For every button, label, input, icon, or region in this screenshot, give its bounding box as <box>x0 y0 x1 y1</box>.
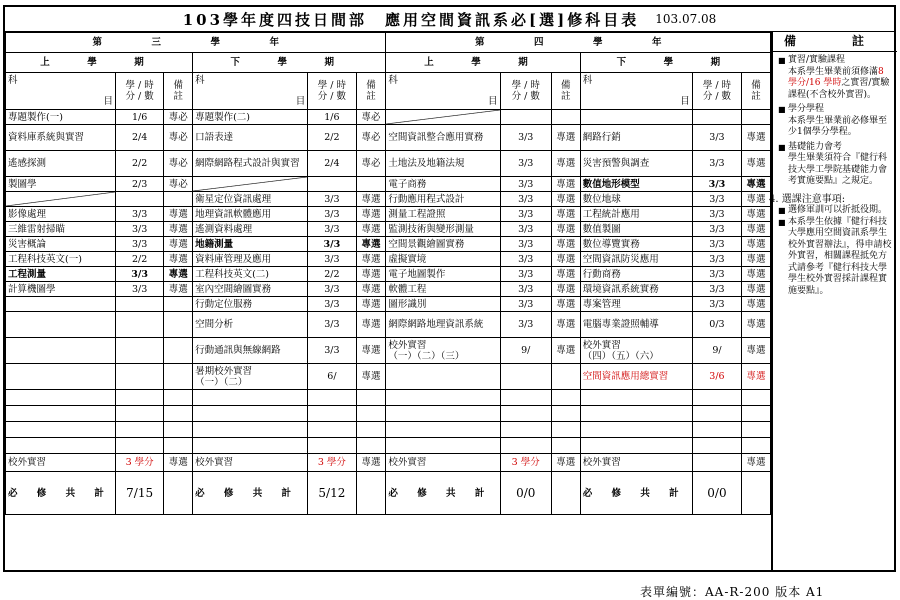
course-type: 專選 <box>164 282 193 297</box>
subject-column-header: 科 目 <box>6 73 116 110</box>
course-name <box>580 110 692 125</box>
course-name: 空間資訊整合應用實務 <box>386 125 500 151</box>
course-type: 專選 <box>742 192 771 207</box>
course-type: 專選 <box>356 297 386 312</box>
course-type: 專選 <box>356 364 386 390</box>
course-name: 網路行銷 <box>580 125 692 151</box>
course-name: 環境資訊系統實務 <box>580 282 692 297</box>
course-credits: 2/2 <box>308 267 356 282</box>
course-name: 空間資訊防災應用 <box>580 252 692 267</box>
table-row <box>6 207 771 222</box>
total-label: 必 修 共 計 <box>193 472 308 515</box>
course-type: 專選 <box>551 252 580 267</box>
total-value: 7/15 <box>116 472 164 515</box>
table-row <box>6 364 771 390</box>
course-name: 專題製作(二) <box>193 110 308 125</box>
course-name: 專案管理 <box>580 297 692 312</box>
remarks-notes <box>769 52 897 297</box>
practicum-name: 校外實習 <box>580 454 692 472</box>
course-credits <box>116 297 164 312</box>
course-credits: 3/3 <box>500 222 551 237</box>
course-credits: 3/6 <box>692 364 741 390</box>
course-type <box>551 364 580 390</box>
totals-row <box>6 472 771 515</box>
course-credits: 3/3 <box>692 151 741 177</box>
course-credits: 3/3 <box>308 237 356 252</box>
note-4-item-b: ■ 本系學生依據『健行科技大學應用空間資訊系學生校外實習辦法』，得申請校外實習，相關課程抵免方式請參考『健行科技大學學生校外實習採計課程實施要點』。 <box>778 217 894 298</box>
course-name: 軟體工程 <box>386 282 500 297</box>
total-label: 必 修 共 計 <box>386 472 500 515</box>
course-type: 專選 <box>356 338 386 364</box>
course-type: 專選 <box>742 312 771 338</box>
course-name: 電子地圖製作 <box>386 267 500 282</box>
subject-column-header: 科 目 <box>193 73 308 110</box>
course-name: 空間資訊應用總實習 <box>580 364 692 390</box>
type-column-header: 備 註 <box>742 73 771 110</box>
course-type: 專選 <box>742 282 771 297</box>
course-credits: 3/3 <box>308 338 356 364</box>
total-value: 5/12 <box>308 472 356 515</box>
course-name: 數值製圖 <box>580 222 692 237</box>
credits-column-header: 學 / 時 分 / 數 <box>308 73 356 110</box>
course-name <box>6 297 116 312</box>
course-name: 工程科技英文(一) <box>6 252 116 267</box>
course-name: 暑期校外實習 （一）（二） <box>193 364 308 390</box>
course-name: 三維雷射掃瞄 <box>6 222 116 237</box>
title-text: 103學年度四技日間部 應用空間資訊系必[選]修科目表 <box>182 10 640 29</box>
course-name: 災害預警與調查 <box>580 151 692 177</box>
course-name <box>386 364 500 390</box>
course-type: 專選 <box>551 267 580 282</box>
course-name: 行動通訊與無線網路 <box>193 338 308 364</box>
practicum-type: 專選 <box>551 454 580 472</box>
course-type: 專選 <box>742 207 771 222</box>
subject-column-header: 科 目 <box>386 73 500 110</box>
course-name: 行動定位服務 <box>193 297 308 312</box>
course-credits: 3/3 <box>116 207 164 222</box>
course-type: 專必 <box>356 125 386 151</box>
course-credits: 3/3 <box>692 192 741 207</box>
course-type: 專必 <box>164 151 193 177</box>
course-name: 校外實習 （一）（二）（三） <box>386 338 500 364</box>
course-credits: 3/3 <box>500 177 551 192</box>
credits-column-header: 學 / 時 分 / 數 <box>692 73 741 110</box>
document-title <box>3 5 896 32</box>
course-type: 專選 <box>356 207 386 222</box>
course-name: 網際網路程式設計與實習 <box>193 151 308 177</box>
course-type: 專選 <box>164 222 193 237</box>
table-row <box>6 252 771 267</box>
semester-header: 下 學 期 <box>193 53 386 73</box>
practicum-name: 校外實習 <box>386 454 500 472</box>
subject-column-header: 科 目 <box>580 73 692 110</box>
type-column-header: 備 註 <box>164 73 193 110</box>
course-type <box>164 338 193 364</box>
table-frame <box>3 32 896 572</box>
course-type: 專必 <box>356 151 386 177</box>
course-name: 網際網路地理資訊系統 <box>386 312 500 338</box>
course-type: 專選 <box>742 297 771 312</box>
course-type: 專選 <box>356 192 386 207</box>
course-credits: 2/4 <box>308 151 356 177</box>
course-credits: 3/3 <box>308 222 356 237</box>
table-row <box>6 267 771 282</box>
course-type: 專選 <box>742 364 771 390</box>
table-row <box>6 110 771 125</box>
course-type: 專選 <box>742 267 771 282</box>
credits-column-header: 學 / 時 分 / 數 <box>500 73 551 110</box>
practicum-credits <box>692 454 741 472</box>
course-type: 專選 <box>742 222 771 237</box>
course-name: 數位導覽實務 <box>580 237 692 252</box>
note-1-title: ■ 實習/實驗課程 <box>778 55 894 67</box>
course-credits: 3/3 <box>500 312 551 338</box>
empty-cell <box>386 110 500 125</box>
course-name: 數位地球 <box>580 192 692 207</box>
course-type: 專選 <box>551 237 580 252</box>
course-credits: 2/2 <box>308 125 356 151</box>
course-credits: 3/3 <box>308 297 356 312</box>
semester-header: 下 學 期 <box>580 53 770 73</box>
course-name <box>6 364 116 390</box>
course-credits: 9/ <box>500 338 551 364</box>
course-name: 電腦專業證照輔導 <box>580 312 692 338</box>
course-credits: 1/6 <box>308 110 356 125</box>
course-type <box>164 312 193 338</box>
course-credits: 3/3 <box>308 192 356 207</box>
course-name: 測量工程證照 <box>386 207 500 222</box>
course-credits: 3/3 <box>500 125 551 151</box>
total-value: 0/0 <box>692 472 741 515</box>
course-name: 地籍測量 <box>193 237 308 252</box>
course-type: 專選 <box>742 151 771 177</box>
note-3-body: 學生畢業須符合『健行科技大學工學院基礎能力會考實施要點』之規定。 <box>788 153 888 186</box>
course-credits: 3/3 <box>692 237 741 252</box>
practicum-credits: 3 學分 <box>116 454 164 472</box>
course-credits <box>500 364 551 390</box>
course-credits: 3/3 <box>500 252 551 267</box>
remarks-column <box>771 32 897 570</box>
practicum-type: 專選 <box>164 454 193 472</box>
course-type: 專選 <box>164 267 193 282</box>
course-type: 專選 <box>551 338 580 364</box>
course-type: 專必 <box>164 110 193 125</box>
course-credits: 0/3 <box>692 312 741 338</box>
course-type: 專必 <box>356 110 386 125</box>
course-credits: 3/3 <box>692 297 741 312</box>
empty-cell <box>6 192 116 207</box>
course-name: 災害概論 <box>6 237 116 252</box>
course-type: 專選 <box>742 252 771 267</box>
credits-column-header: 學 / 時 分 / 數 <box>116 73 164 110</box>
course-type: 專選 <box>356 267 386 282</box>
course-type: 專選 <box>742 237 771 252</box>
note-1-body: 本系學生畢業前須修滿8 學分/16 學時之實習/實驗課程(不含校外實習)。 <box>788 66 890 100</box>
course-credits: 3/3 <box>500 237 551 252</box>
course-name: 室內空間繪圖實務 <box>193 282 308 297</box>
note-2-title: ■ 學分學程 <box>778 104 894 116</box>
total-label: 必 修 共 計 <box>580 472 692 515</box>
course-credits: 3/3 <box>308 312 356 338</box>
blank-row <box>6 390 771 406</box>
course-type <box>164 364 193 390</box>
form-number: 表單編號：AA-R-200 版本 A1 <box>640 585 825 599</box>
practicum-type: 專選 <box>742 454 771 472</box>
course-name: 資料庫系統與實習 <box>6 125 116 151</box>
course-credits: 3/3 <box>692 267 741 282</box>
course-type: 專選 <box>551 125 580 151</box>
course-name: 數值地形模型 <box>580 177 692 192</box>
course-credits: 3/3 <box>308 207 356 222</box>
course-name: 口語表達 <box>193 125 308 151</box>
course-name: 電子商務 <box>386 177 500 192</box>
course-type: 專選 <box>742 177 771 192</box>
table-row <box>6 222 771 237</box>
semester-header: 上 學 期 <box>386 53 580 73</box>
course-name: 專題製作(一) <box>6 110 116 125</box>
course-name: 校外實習 （四）（五）（六） <box>580 338 692 364</box>
course-credits: 2/2 <box>116 252 164 267</box>
course-type: 專選 <box>742 338 771 364</box>
course-credits: 6/ <box>308 364 356 390</box>
course-name: 行動應用程式設計 <box>386 192 500 207</box>
course-credits: 2/4 <box>116 125 164 151</box>
course-name: 空間分析 <box>193 312 308 338</box>
practicum-name: 校外實習 <box>6 454 116 472</box>
type-column-header: 備 註 <box>551 73 580 110</box>
course-credits: 3/3 <box>692 207 741 222</box>
course-credits <box>116 338 164 364</box>
type-column-header: 備 註 <box>356 73 386 110</box>
note-2-body: 本系學生畢業前必修畢至少1個學分學程。 <box>788 115 888 137</box>
table-row <box>6 312 771 338</box>
course-credits: 3/3 <box>116 267 164 282</box>
course-name: 資料庫管理及應用 <box>193 252 308 267</box>
course-name <box>6 312 116 338</box>
course-credits: 3/3 <box>308 282 356 297</box>
course-credits: 3/3 <box>500 267 551 282</box>
total-value: 0/0 <box>500 472 551 515</box>
table-row <box>6 297 771 312</box>
table-row <box>6 282 771 297</box>
course-type: 專選 <box>356 312 386 338</box>
course-type: 專選 <box>356 222 386 237</box>
title-date: 103.07.08 <box>655 12 717 26</box>
course-name: 影像處理 <box>6 207 116 222</box>
course-name: 工程統計應用 <box>580 207 692 222</box>
course-credits: 3/3 <box>116 222 164 237</box>
course-type <box>164 297 193 312</box>
course-table-sheet <box>3 5 896 572</box>
course-table <box>5 32 771 515</box>
blank-row <box>6 422 771 438</box>
course-type: 專選 <box>551 282 580 297</box>
course-name: 計算機圖學 <box>6 282 116 297</box>
course-credits: 3/3 <box>500 192 551 207</box>
course-credits: 3/3 <box>308 252 356 267</box>
remarks-header: 備 註 <box>773 32 897 52</box>
table-row <box>6 151 771 177</box>
course-credits: 3/3 <box>116 237 164 252</box>
course-name: 行動商務 <box>580 267 692 282</box>
table-row <box>6 338 771 364</box>
note-4-title: 4. 選課注意事項: <box>769 193 846 205</box>
table-row <box>6 177 771 192</box>
course-name: 工程測量 <box>6 267 116 282</box>
course-type: 專選 <box>742 125 771 151</box>
course-name: 虛擬實境 <box>386 252 500 267</box>
course-credits: 3/3 <box>692 252 741 267</box>
course-credits: 1/6 <box>116 110 164 125</box>
course-type: 專選 <box>164 252 193 267</box>
course-name <box>6 338 116 364</box>
course-credits: 2/2 <box>116 151 164 177</box>
course-credits: 3/3 <box>500 297 551 312</box>
course-credits: 3/3 <box>500 151 551 177</box>
course-credits: 3/3 <box>692 125 741 151</box>
practicum-name: 校外實習 <box>193 454 308 472</box>
course-type: 專選 <box>356 237 386 252</box>
table-row <box>6 237 771 252</box>
course-type: 專選 <box>551 222 580 237</box>
course-type: 專選 <box>551 192 580 207</box>
year-3-header: 第 三 學 年 <box>6 33 386 53</box>
total-label: 必 修 共 計 <box>6 472 116 515</box>
course-type: 專選 <box>356 252 386 267</box>
course-type <box>742 110 771 125</box>
practicum-type: 專選 <box>356 454 386 472</box>
practicum-row <box>6 454 771 472</box>
empty-cell <box>193 177 308 192</box>
course-type: 專選 <box>551 312 580 338</box>
course-name: 工程科技英文(二) <box>193 267 308 282</box>
course-credits: 3/3 <box>500 207 551 222</box>
course-name: 監測技術與變形測量 <box>386 222 500 237</box>
course-name: 衛星定位資訊處理 <box>193 192 308 207</box>
course-credits: 3/3 <box>692 222 741 237</box>
course-credits <box>116 312 164 338</box>
note-4-item-a: ■ 選修軍訓可以折抵役期。 <box>778 205 894 217</box>
course-credits: 9/ <box>692 338 741 364</box>
course-credits <box>692 110 741 125</box>
course-name: 土地法及地籍法規 <box>386 151 500 177</box>
course-type: 專選 <box>551 297 580 312</box>
course-name: 遙感探測 <box>6 151 116 177</box>
course-credits: 2/3 <box>116 177 164 192</box>
course-name: 空間景觀繪圖實務 <box>386 237 500 252</box>
table-row <box>6 125 771 151</box>
course-name: 地理資訊軟體應用 <box>193 207 308 222</box>
table-row <box>6 192 771 207</box>
course-name: 遙測資料處理 <box>193 222 308 237</box>
course-name: 製圖學 <box>6 177 116 192</box>
semester-header: 上 學 期 <box>6 53 193 73</box>
blank-row <box>6 438 771 454</box>
note-3-title: ■ 基礎能力會考 <box>778 142 894 154</box>
year-4-header: 第 四 學 年 <box>386 33 771 53</box>
course-credits: 3/3 <box>692 177 741 192</box>
course-type: 專選 <box>551 151 580 177</box>
practicum-credits: 3 學分 <box>308 454 356 472</box>
course-credits: 3/3 <box>116 282 164 297</box>
course-type: 專選 <box>551 177 580 192</box>
course-credits: 3/3 <box>692 282 741 297</box>
course-type: 專選 <box>164 207 193 222</box>
course-type: 專選 <box>356 282 386 297</box>
course-name: 圖形識別 <box>386 297 500 312</box>
course-type: 專必 <box>164 125 193 151</box>
course-credits: 3/3 <box>500 282 551 297</box>
course-type: 專必 <box>164 177 193 192</box>
course-type: 專選 <box>164 237 193 252</box>
practicum-credits: 3 學分 <box>500 454 551 472</box>
blank-row <box>6 406 771 422</box>
course-credits <box>116 364 164 390</box>
course-type: 專選 <box>551 207 580 222</box>
